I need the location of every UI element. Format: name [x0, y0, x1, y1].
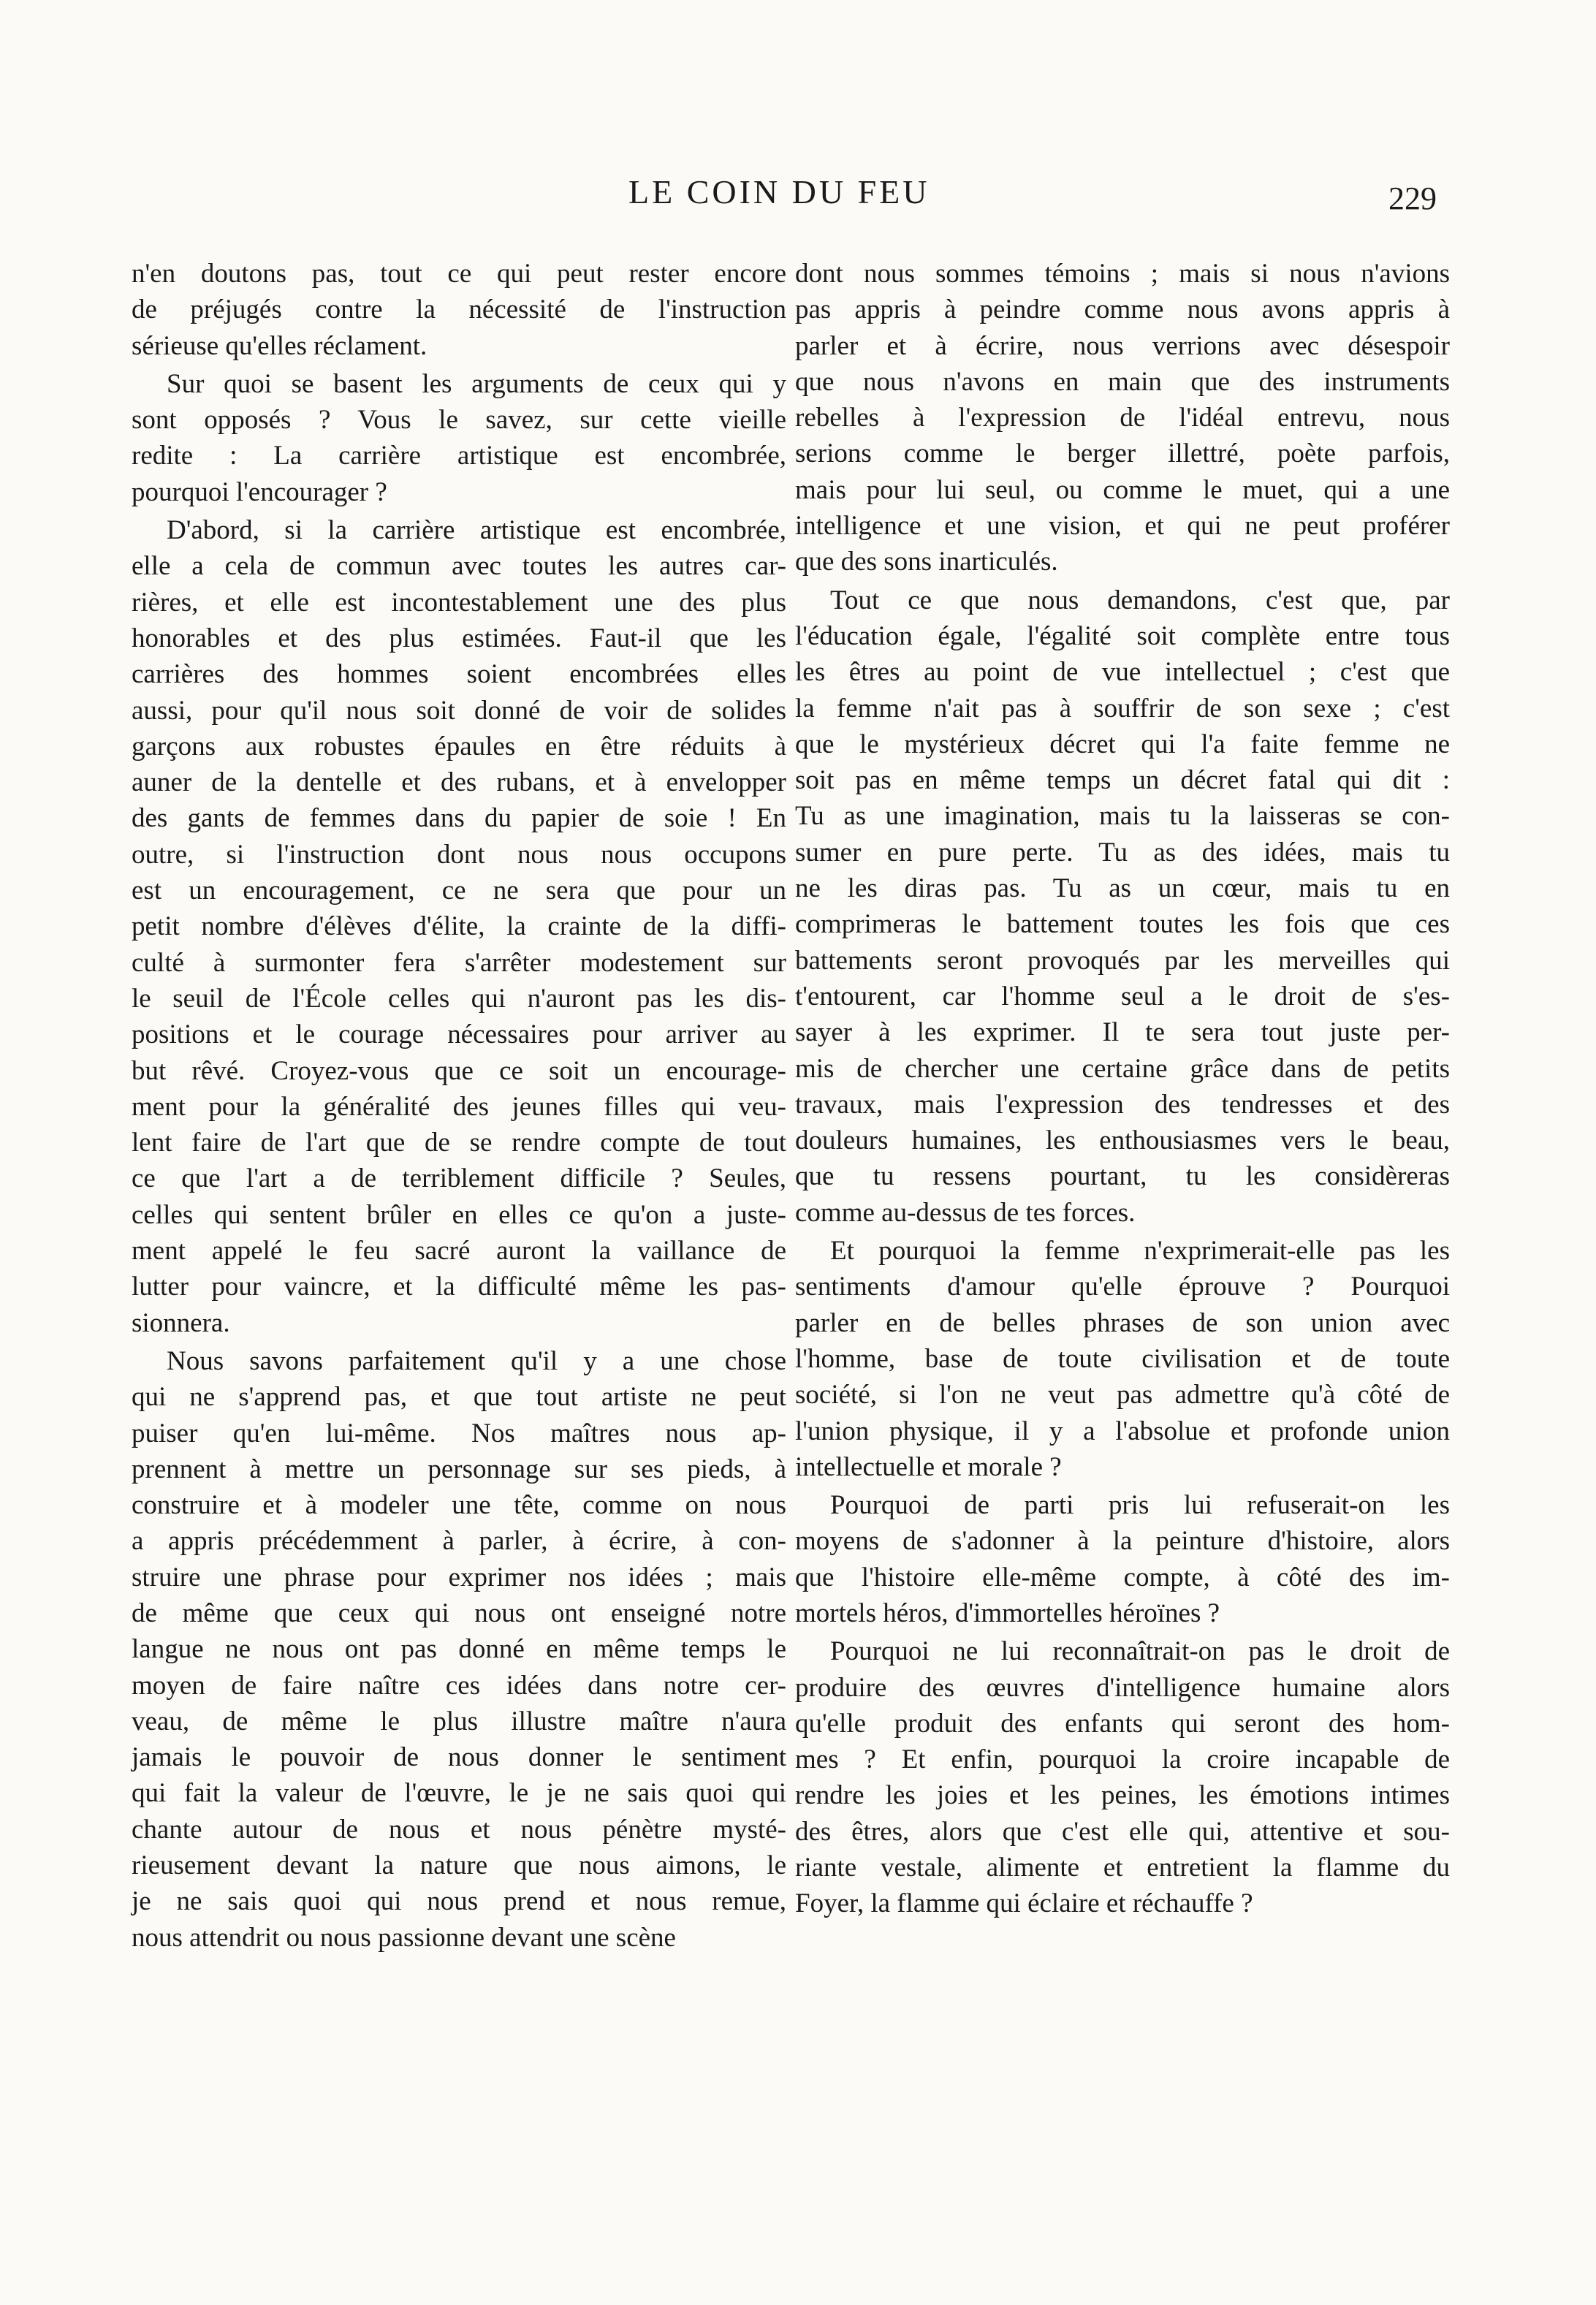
running-head	[0, 172, 1596, 224]
text-line: Tu as une imagination, mais tu la laisseras se con-	[795, 801, 1450, 832]
text-line: ne les diras pas. Tu as un cœur, mais tu en	[795, 873, 1450, 904]
text-line: parler et à écrire, nous verrions avec désespoir	[795, 330, 1450, 361]
page-number: 229	[1388, 181, 1437, 216]
text-line: qu'elle produit des enfants qui seront des hom-	[795, 1708, 1450, 1739]
text-line: prennent à mettre un personnage sur ses pieds, à	[132, 1454, 786, 1484]
text-line: mes ? Et enfin, pourquoi la croire incapable de	[795, 1744, 1450, 1775]
text-line: celles qui sentent brûler en elles ce qu'on a juste-	[132, 1199, 786, 1230]
text-line: parler en de belles phrases de son union avec	[795, 1307, 1450, 1338]
text-line: honorables et des plus estimées. Faut-il que les	[132, 623, 786, 653]
text-line: que l'histoire elle-même compte, à côté des im-	[795, 1562, 1450, 1592]
text-line: struire une phrase pour exprimer nos idées ; mais	[132, 1562, 786, 1592]
text-line: l'homme, base de toute civilisation et de toute	[795, 1343, 1450, 1374]
text-line: auner de la dentelle et des rubans, et à envelopper	[132, 767, 786, 798]
text-line: jamais le pouvoir de nous donner le sentiment	[132, 1742, 786, 1773]
text-line: aussi, pour qu'il nous soit donné de voir de solides	[132, 695, 786, 726]
paragraph	[795, 1233, 1450, 1485]
text-line: a appris précédemment à parler, à écrire, à con-	[132, 1526, 786, 1557]
text-line: n'en doutons pas, tout ce qui peut rester encore	[132, 259, 786, 289]
text-line: ment appelé le feu sacré auront la vaillance de	[132, 1236, 786, 1267]
text-line: puiser qu'en lui-même. Nos maîtres nous ap-	[132, 1418, 786, 1448]
text-line: outre, si l'instruction dont nous nous occupons	[132, 839, 786, 870]
text-line: rebelles à l'expression de l'idéal entrevu, nous	[795, 403, 1450, 433]
text-line: D'abord, si la carrière artistique est encombrée,	[167, 515, 786, 546]
text-line: mortels héros, d'immortelles héroïnes ?	[795, 1598, 1220, 1628]
text-line: rendre les joies et les peines, les émotions intimes	[795, 1780, 1450, 1811]
text-line: des gants de femmes dans du papier de soie ! En	[132, 803, 786, 834]
text-line: petit nombre d'élèves d'élite, la crainte de la diffi-	[132, 911, 786, 942]
left-column	[132, 256, 786, 1958]
text-line: carrières des hommes soient encombrées elles	[132, 659, 786, 690]
text-line: mis de chercher une certaine grâce dans de petits	[795, 1053, 1450, 1084]
text-line: Nous savons parfaitement qu'il y a une chose	[167, 1345, 786, 1376]
text-line: produire des œuvres d'intelligence humaine alors	[795, 1672, 1450, 1703]
text-line: qui fait la valeur de l'œuvre, le je ne sais quoi qui	[132, 1778, 786, 1809]
text-line: positions et le courage nécessaires pour arriver au	[132, 1019, 786, 1050]
text-line: Sur quoi se basent les arguments de ceux qui y	[167, 368, 786, 399]
paragraph	[132, 1343, 786, 1956]
text-line: Et pourquoi la femme n'exprimerait-elle pas les	[830, 1236, 1450, 1267]
text-line: ment pour la généralité des jeunes filles qui veu-	[132, 1091, 786, 1122]
text-line: que tu ressens pourtant, tu les considèreras	[795, 1161, 1450, 1192]
text-line: mais pour lui seul, ou comme le muet, qui a une	[795, 474, 1450, 505]
text-line: comprimeras le battement toutes les fois que ces	[795, 909, 1450, 940]
paragraph	[795, 582, 1450, 1231]
text-line: sumer en pure perte. Tu as des idées, mais tu	[795, 837, 1450, 867]
paragraph	[132, 256, 786, 364]
text-line: sionnera.	[132, 1307, 230, 1338]
text-line: dont nous sommes témoins ; mais si nous n'avions	[795, 259, 1450, 289]
text-line: moyens de s'adonner à la peinture d'histoire, alors	[795, 1526, 1450, 1557]
paragraph	[132, 366, 786, 510]
text-line: intelligence et une vision, et qui ne peut proférer	[795, 511, 1450, 542]
text-line: moyen de faire naître ces idées dans notre cer-	[132, 1670, 786, 1701]
text-line: que le mystérieux décret qui l'a faite femme ne	[795, 729, 1450, 759]
text-line: est un encouragement, ce ne sera que pour un	[132, 876, 786, 906]
text-line: de même que ceux qui nous ont enseigné notre	[132, 1598, 786, 1628]
text-line: sérieuse qu'elles réclament.	[132, 330, 428, 361]
text-line: sayer à les exprimer. Il te sera tout juste per-	[795, 1017, 1450, 1048]
text-line: les êtres au point de vue intellectuel ; c'est que	[795, 657, 1450, 688]
text-line: la femme n'ait pas à souffrir de son sexe ; c'est	[795, 693, 1450, 724]
text-line: Tout ce que nous demandons, c'est que, par	[830, 585, 1450, 615]
text-line: travaux, mais l'expression des tendresses et des	[795, 1089, 1450, 1120]
text-line: soit pas en même temps un décret fatal qui dit :	[795, 765, 1450, 796]
text-line: que nous n'avons en main que des instruments	[795, 366, 1450, 397]
text-line: redite : La carrière artistique est encombrée,	[132, 441, 786, 471]
text-line: je ne sais quoi qui nous prend et nous remue,	[132, 1886, 786, 1917]
text-line: de préjugés contre la nécessité de l'instruction	[132, 295, 786, 325]
text-line: Pourquoi de parti pris lui refuserait-on les	[830, 1490, 1450, 1521]
text-line: pourquoi l'encourager ?	[132, 476, 387, 507]
text-line: garçons aux robustes épaules en être réduits à	[132, 731, 786, 762]
paragraph	[132, 512, 786, 1341]
text-line: t'entourent, car l'homme seul a le droit de s'es-	[795, 981, 1450, 1011]
text-line: veau, de même le plus illustre maître n'aura	[132, 1706, 786, 1736]
text-line: chante autour de nous et nous pénètre mysté-	[132, 1814, 786, 1845]
text-line: l'éducation égale, l'égalité soit complète entre tous	[795, 620, 1450, 651]
text-line: sont opposés ? Vous le savez, sur cette vieille	[132, 405, 786, 436]
text-line: culté à surmonter fera s'arrêter modestement sur	[132, 947, 786, 978]
text-line: intellectuelle et morale ?	[795, 1451, 1062, 1482]
running-title: LE COIN DU FEU	[628, 173, 930, 210]
text-line: rieusement devant la nature que nous aimons, le	[132, 1850, 786, 1881]
text-line: qui ne s'apprend pas, et que tout artiste ne peut	[132, 1382, 786, 1413]
text-line: rières, et elle est incontestablement une des plus	[132, 587, 786, 618]
paragraph	[795, 1487, 1450, 1631]
text-line: pas appris à peindre comme nous avons appris à	[795, 295, 1450, 325]
text-line: des êtres, alors que c'est elle qui, attentive et sou-	[795, 1816, 1450, 1847]
paragraph	[795, 256, 1450, 580]
text-line: ce que l'art a de terriblement difficile ? Seules,	[132, 1163, 786, 1194]
text-line: comme au-dessus de tes forces.	[795, 1197, 1136, 1228]
text-line: l'union physique, il y a l'absolue et profonde union	[795, 1416, 1450, 1446]
text-line: lutter pour vaincre, et la difficulté même les pas-	[132, 1272, 786, 1302]
text-line: Foyer, la flamme qui éclaire et réchauffe ?	[795, 1888, 1253, 1919]
text-line: serions comme le berger illettré, poète parfois,	[795, 438, 1450, 469]
text-line: lent faire de l'art que de se rendre compte de tout	[132, 1128, 786, 1158]
text-line: société, si l'on ne veut pas admettre qu'à côté de	[795, 1380, 1450, 1410]
text-line: battements seront provoqués par les merveilles qui	[795, 945, 1450, 976]
text-line: le seuil de l'École celles qui n'auront pas les dis-	[132, 983, 786, 1014]
text-line: nous attendrit ou nous passionne devant une scène	[132, 1922, 676, 1953]
text-line: elle a cela de commun avec toutes les autres car-	[132, 551, 786, 582]
text-line: Pourquoi ne lui reconnaîtrait-on pas le droit de	[830, 1636, 1450, 1667]
text-line: construire et à modeler une tête, comme on nous	[132, 1490, 786, 1521]
text-line: douleurs humaines, les enthousiasmes vers le beau,	[795, 1125, 1450, 1156]
paragraph	[795, 1633, 1450, 1921]
text-line: langue ne nous ont pas donné en même temps le	[132, 1634, 786, 1665]
text-line: riante vestale, alimente et entretient la flamme du	[795, 1853, 1450, 1883]
right-column	[795, 256, 1450, 1924]
text-line: que des sons inarticulés.	[795, 547, 1058, 577]
text-line: sentiments d'amour qu'elle éprouve ? Pourquoi	[795, 1272, 1450, 1302]
text-line: but rêvé. Croyez-vous que ce soit un encourage-	[132, 1055, 786, 1086]
